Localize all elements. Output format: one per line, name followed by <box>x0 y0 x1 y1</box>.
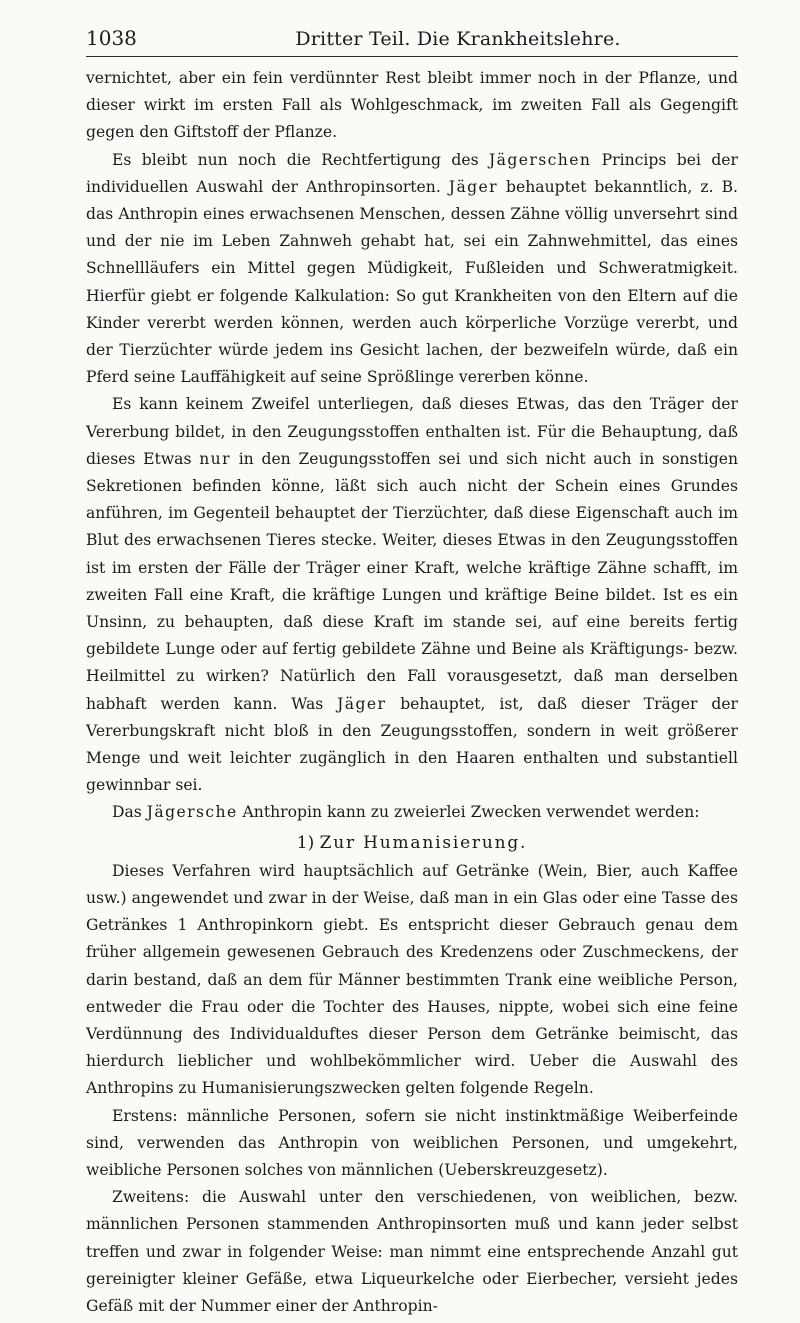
text-run: Es bleibt nun noch die Rechtfertigung des <box>112 150 490 169</box>
paragraph-2 <box>86 147 738 392</box>
page-number: 1038 <box>86 26 137 50</box>
emphasized-word: nur <box>199 449 231 468</box>
emphasized-name: Jäger <box>448 177 499 196</box>
paragraph-6: Erstens: männliche Personen, sofern sie nicht instinktmäßige Weiberfeinde sind, verwenden das Anthropin von weiblichen Personen, und umgekehrt, weibliche Personen solches von männlichen (Ueberskreuzgesetz). <box>86 1106 738 1179</box>
paragraph-5: Dieses Verfahren wird hauptsächlich auf Getränke (Wein, Bier, auch Kaffee usw.) angewendet und zwar in der Weise, daß man in ein Glas oder eine Tasse des Getränkes 1 Anthropinkorn giebt. Es entspricht dieser Gebrauch genau dem früher allgemein gewesenen Gebrauch des Kredenzens oder Zuschmeckens, der darin bestand, daß an dem für Männer bestimmten Trank eine weibliche Person, entweder die Frau oder die Tochter des Hauses, nippte, wobei sich eine feine Verdünnung des Individualduftes dieser Person dem Getränke beimischt, das hierdurch lieblicher und wohlbekömmlicher wird. Ueber die Auswahl des Anthropins zu Humanisierungszwecken gelten folgende Regeln. <box>86 861 738 1098</box>
text-run: Das <box>112 803 147 822</box>
page-header <box>86 26 738 57</box>
text-run: Es kann keinem Zweifel unterliegen, daß dieses Etwas, das den Träger der Vererbung bildet, in den Zeugungsstoffen enthalten ist. Für die Behauptung, daß dieses Etwas <box>86 395 738 468</box>
paragraph-4 <box>86 799 738 826</box>
text-run: in den Zeugungsstoffen sei und sich nicht auch in sonstigen Sekretionen befinden könne, läßt sich auch nicht der Schein eines Grundes anführen, im Gegenteil behauptet der Tierzüchter, daß diese Eigenschaft auch im Blut des erwachsenen Tieres stecke. Weiter, dieses Etwas in den Zeugungsstoffen ist im ersten der Fälle der Träger einer Kraft, welche kräftige Zähne schafft, im zweiten Fall eine Kraft, die kräftige Lungen und kräftige Beine bildet. Ist es ein Unsinn, zu behaupten, daß diese Kraft im stande sei, auf eine bereits fertig gebildete Lunge oder auf fertig gebildete Zähne und Beine als Kräftigungs- bezw. Heilmittel zu wirken? Natürlich den Fall vorausgesetzt, daß man derselben habhaft werden kann. Was <box>86 449 738 713</box>
body-text <box>86 65 738 1320</box>
emphasized-name: Jägerschen <box>489 150 592 169</box>
text-run: Anthropin kann zu zweierlei Zwecken verwendet werden: <box>237 803 700 822</box>
emphasized-name: Jäger <box>337 694 387 713</box>
section-number: 1) <box>296 832 315 853</box>
section-title: Zur Humanisierung. <box>319 832 528 853</box>
section-heading <box>86 828 738 858</box>
text-run: Princips bei der individuellen Auswahl der Anthropinsorten. <box>86 150 738 196</box>
paragraph-3 <box>86 391 738 799</box>
running-head: Dritter Teil. Die Krankheitslehre. <box>295 28 621 50</box>
text-run: behauptet bekanntlich, z. B. das Anthropin eines erwachsenen Menschen, dessen Zähne völlig unversehrt sind und der nie im Leben Zahnweh gehabt hat, sei ein Zahnwehmittel, das eines Schnellläufers ein Mittel gegen Müdigkeit, Fußleiden und Schweratmigkeit. Hierfür giebt er folgende Kalkulation: So gut Krankheiten von den Eltern auf die Kinder vererbt werden können, werden auch körperliche Vorzüge vererbt, und der Tierzüchter würde jedem ins Gesicht lachen, der bezweifeln würde, daß ein Pferd seine Lauffähigkeit auf seine Sprößlinge vererben könne. <box>86 177 738 387</box>
paragraph-1: vernichtet, aber ein fein verdünnter Rest bleibt immer noch in der Pflanze, und dieser wirkt im ersten Fall als Wohlgeschmack, im zweiten Fall als Gegengift gegen den Giftstoff der Pflanze. <box>86 69 738 142</box>
text-run: behauptet, ist, daß dieser Träger der Vererbungskraft nicht bloß in den Zeugungsstoffen, sondern in weit größerer Menge und weit leichter zugänglich in den Haaren enthalten und substantiell gewinnbar sei. <box>86 694 739 795</box>
emphasized-name: Jägersche <box>146 803 238 822</box>
paragraph-7: Zweitens: die Auswahl unter den verschiedenen, von weiblichen, bezw. männlichen Personen stammenden Anthropinsorten muß und kann jeder selbst treffen und zwar in folgender Weise: man nimmt eine entsprechende Anzahl gut gereinigter kleiner Gefäße, etwa Liqueurkelche oder Eierbecher, versieht jedes Gefäß mit der Nummer einer der Anthropin- <box>86 1188 738 1315</box>
